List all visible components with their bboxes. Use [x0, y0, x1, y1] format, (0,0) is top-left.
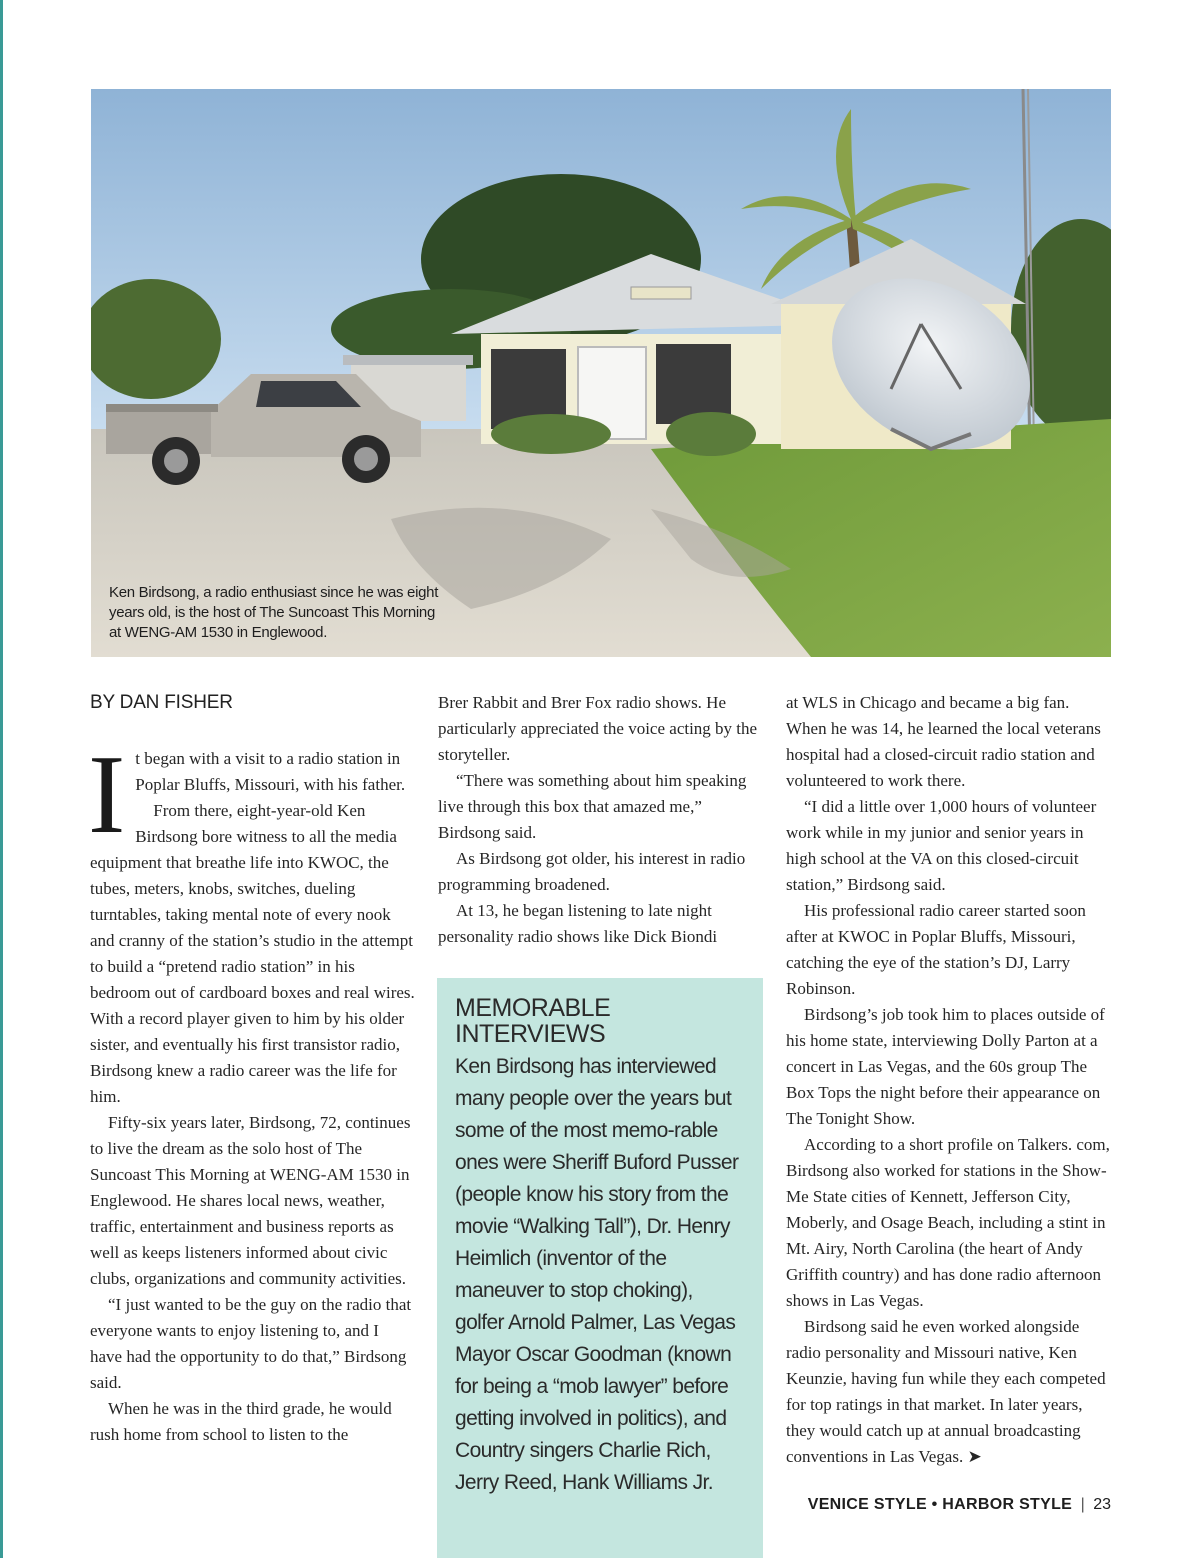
paragraph: As Birdsong got older, his interest in radio programming broadened. — [438, 849, 746, 894]
drop-cap: I — [88, 733, 126, 857]
paragraph: Fifty-six years later, Birdsong, 72, continues to live the dream as the solo host of The Suncoast This Morning at WENG-AM 1530 in Englewood. He shares local news, weather, traffic, entertainment and business reports as well as keeps listeners informed about civic clubs, organizations and community activities. — [90, 1113, 411, 1288]
sidebar-title: MEMORABLE INTERVIEWS — [455, 994, 611, 1048]
paragraph: His professional radio career started soon after at KWOC in Poplar Bluffs, Missouri, catching the eye of the station’s DJ, Larry Robinson. — [786, 901, 1086, 998]
paragraph: When he was in the third grade, he would rush home from school to listen to the — [90, 1399, 392, 1444]
sidebar-box — [437, 978, 763, 1558]
article-column-2 — [438, 690, 764, 950]
byline: BY DAN FISHER — [90, 692, 233, 713]
radio-station-photo — [91, 89, 1111, 657]
page-footer — [808, 1494, 1111, 1516]
paragraph: t began with a visit to a radio station in Poplar Bluffs, Missouri, with his father. — [135, 749, 406, 794]
paragraph: “There was something about him speaking live through this box that amazed me,” Birdsong said. — [438, 771, 747, 842]
page-number: 23 — [1093, 1496, 1111, 1513]
paragraph: at WLS in Chicago and became a big fan. When he was 14, he learned the local veterans hospital had a closed-circuit radio station and volunteered to work there. — [786, 693, 1101, 790]
paragraph: Brer Rabbit and Brer Fox radio shows. He particularly appreciated the voice acting by the storyteller. — [438, 693, 758, 764]
footer-separator: | — [1080, 1496, 1085, 1513]
paragraph: Birdsong said he even worked alongside radio personality and Missouri native, Ken Keunzie, having fun while they each competed for top ratings in that market. In later years, they would catch up at annual broadcasting conventions in Las Vegas. ➤ — [786, 1317, 1106, 1466]
paragraph: According to a short profile on Talkers. com, Birdsong also worked for stations in the Show-Me State cities of Kennett, Jefferson City, Moberly, and Osage Beach, including a stint in Mt. Airy, North Carolina (the heart of Andy Griffith country) and has done radio afternoon shows in Las Vegas. — [786, 1135, 1110, 1310]
article-photo — [91, 89, 1111, 657]
paragraph: Birdsong’s job took him to places outside of his home state, interviewing Dolly Parton at a concert in Las Vegas, and the 60s group The Box Tops the night before their appearance on The Tonight Show. — [786, 1005, 1105, 1128]
sidebar-body: Ken Birdsong has interviewed many people over the years but some of the most memo-rable ones were Sheriff Buford Pusser (people know his story from the movie “Walking Tall”), Dr. Henry Heimlich (inventor of the maneuver to stop choking), golfer Arnold Palmer, Las Vegas Mayor Oscar Goodman (known for being a “mob lawyer” before getting involved in politics), and Country singers Charlie Rich, Jerry Reed, Hank Williams Jr. — [455, 1055, 739, 1494]
article-column-3 — [786, 690, 1112, 1470]
magazine-name: VENICE STYLE • HARBOR STYLE — [807, 1496, 1073, 1513]
paragraph: At 13, he began listening to late night personality radio shows like Dick Biondi — [438, 901, 718, 946]
paragraph: From there, eight-year-old Ken Birdsong bore witness to all the media equipment that breathe life into KWOC, the tubes, meters, knobs, switches, dueling turntables, taking mental note of every nook and cranny of the station’s studio in the attempt to build a “pretend radio station” in his bedroom out of cardboard boxes and real wires. With a record player given to him by his older sister, and eventually his first transistor radio, Birdsong knew a radio career was the life for him. — [90, 801, 415, 1106]
photo-caption: Ken Birdsong, a radio enthusiast since he was eight years old, is the host of The Suncoast This Morning at WENG-AM 1530 in Englewood. — [109, 584, 439, 641]
article-intro — [88, 733, 415, 1110]
paragraph: “I did a little over 1,000 hours of volunteer work while in my junior and senior years in high school at the VA on this closed-circuit station,” Birdsong said. — [786, 797, 1097, 894]
page-edge-rule — [0, 0, 3, 1558]
article-column-1 — [90, 690, 415, 1448]
paragraph: “I just wanted to be the guy on the radio that everyone wants to enjoy listening to, and I have had the opportunity to do that,” Birdsong said. — [90, 1295, 412, 1392]
